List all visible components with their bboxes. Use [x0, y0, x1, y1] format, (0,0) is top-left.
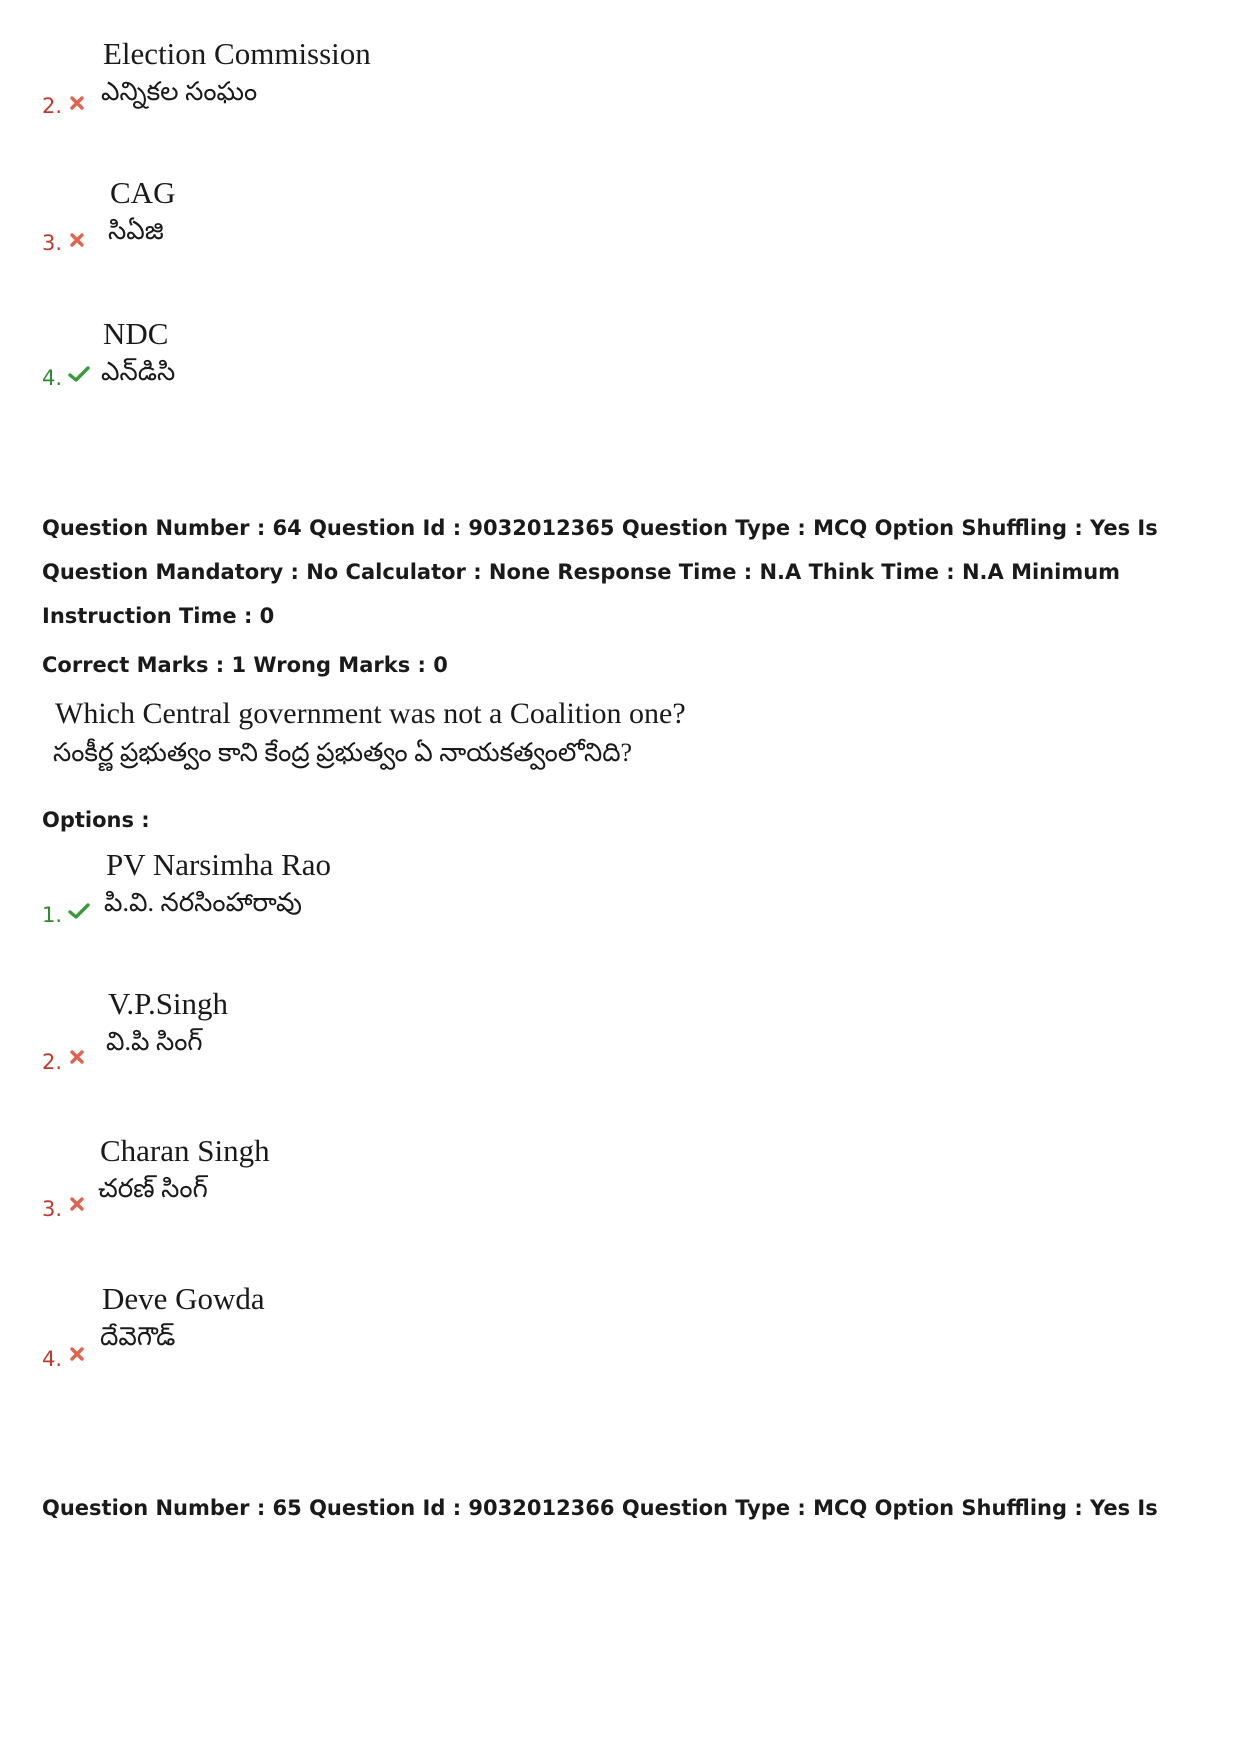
cross-icon — [69, 1346, 85, 1362]
option-text-te: దేవెగౌడ్ — [100, 1322, 176, 1351]
options-label: Options : — [42, 808, 150, 832]
option-number: 4. — [42, 1347, 63, 1371]
option-text-te: ఎన్‌డిసి — [101, 357, 176, 386]
question-meta-line-3: Instruction Time : 0 — [42, 604, 275, 628]
option-text-en: NDC — [103, 316, 169, 351]
question-meta-line-2: Question Mandatory : No Calculator : None Response Time : N.A Think Time : N.A Minimum — [42, 560, 1121, 584]
option-text-en: Deve Gowda — [102, 1281, 265, 1316]
check-icon — [68, 366, 90, 382]
question-text-en: Which Central government was not a Coalition one? — [55, 697, 686, 730]
option-text-te: పి.వి. నరసింహారావు — [104, 888, 302, 917]
option-number: 4. — [42, 366, 63, 390]
option-text-te: ఎన్నికల సంఘం — [101, 77, 258, 106]
cross-icon — [69, 1196, 85, 1212]
option-number: 3. — [42, 231, 63, 255]
next-question-meta-line: Question Number : 65 Question Id : 9032012366 Question Type : MCQ Option Shuffling : Yes Is — [42, 1496, 1158, 1520]
cross-icon — [69, 95, 85, 111]
question-meta-line-1: Question Number : 64 Question Id : 9032012365 Question Type : MCQ Option Shuffling : Yes Is — [42, 516, 1158, 540]
option-text-en: CAG — [110, 175, 176, 210]
cross-icon — [69, 232, 85, 248]
option-text-te: సిఏజి — [108, 216, 164, 245]
cross-icon — [69, 1049, 85, 1065]
option-number: 3. — [42, 1197, 63, 1221]
option-number: 1. — [42, 903, 63, 927]
question-marks: Correct Marks : 1 Wrong Marks : 0 — [42, 653, 448, 677]
option-number: 2. — [42, 1050, 63, 1074]
question-text-te: సంకీర్ణ ప్రభుత్వం కాని కేంద్ర ప్రభుత్వం ఏ నాయకత్వంలోనిది? — [53, 738, 633, 767]
option-text-en: Charan Singh — [100, 1133, 270, 1168]
check-icon — [68, 903, 90, 919]
option-text-en: Election Commission — [103, 36, 371, 71]
option-text-en: V.P.Singh — [108, 986, 229, 1021]
option-text-te: చరణ్ సింగ్ — [98, 1174, 208, 1203]
option-number: 2. — [42, 94, 63, 118]
option-text-te: వి.పి సింగ్ — [106, 1027, 203, 1056]
option-text-en: PV Narsimha Rao — [106, 847, 332, 882]
